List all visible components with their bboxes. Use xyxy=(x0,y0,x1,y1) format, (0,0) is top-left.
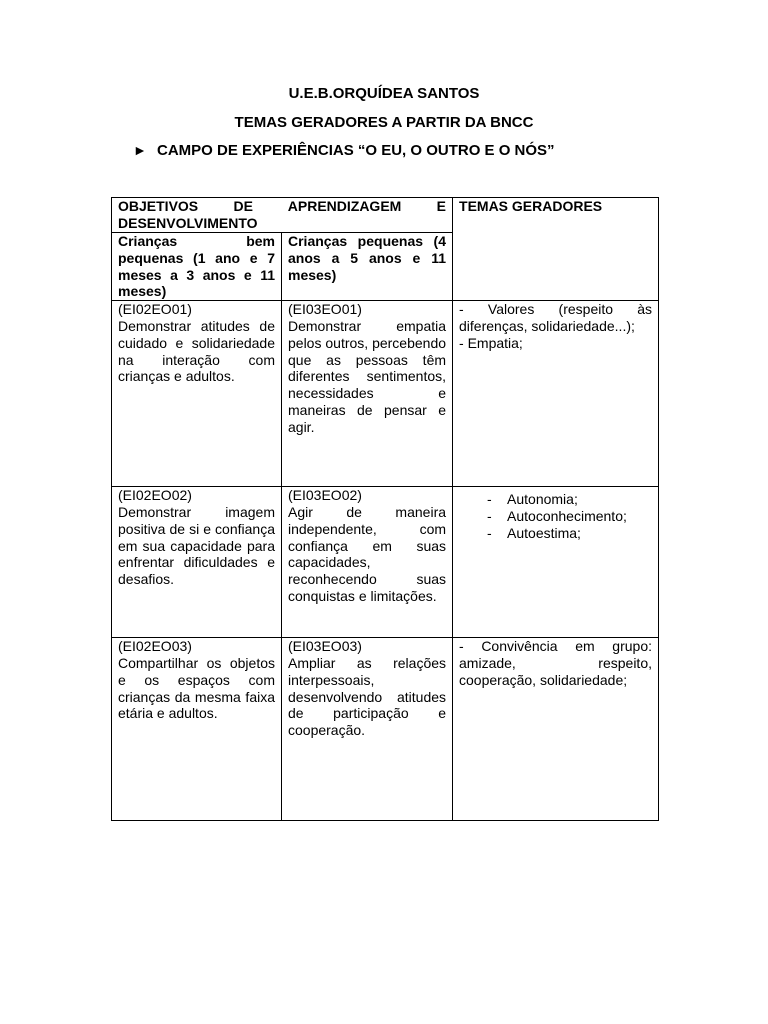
tema-item: - Valores (respeito às diferenças, solidariedade...); xyxy=(459,301,653,334)
campo-experiencias-label: CAMPO DE EXPERIÊNCIAS “O EU, O OUTRO E O NÓS” xyxy=(157,142,555,159)
objetivos-table xyxy=(111,197,659,821)
cell-bem-pequenas xyxy=(112,487,282,638)
arrow-bullet-icon: ► xyxy=(133,142,147,158)
temas-list xyxy=(459,491,652,541)
header-temas-geradores: TEMAS GERADORES xyxy=(453,198,659,301)
objective-text: Demonstrar imagem positiva de si e confiança em sua capacidade para enfrentar dificuldades e desafios. xyxy=(118,503,275,588)
subheader-bem-pequenas: Crianças bem pequenas (1 ano e 7 meses a 3 anos e 11 meses) xyxy=(112,233,282,301)
objective-text: Ampliar as relações interpessoais, desenvolvendo atitudes de participação e cooperação. xyxy=(288,654,447,739)
cell-bem-pequenas xyxy=(112,638,282,821)
header-objetivos: OBJETIVOS DE APRENDIZAGEM E DESENVOLVIMENTO xyxy=(112,198,453,233)
objective-text: Compartilhar os objetos e os espaços com crianças da mesma faixa etária e adultos. xyxy=(118,654,275,722)
table-row xyxy=(112,487,659,638)
cell-pequenas xyxy=(282,487,453,638)
table-row xyxy=(112,301,659,487)
cell-pequenas xyxy=(282,301,453,487)
objective-text: Demonstrar empatia pelos outros, percebendo que as pessoas têm diferentes sentimentos, necessidades e maneiras de pensar e agir. xyxy=(288,317,447,435)
subheader-pequenas: Crianças pequenas (4 anos a 5 anos e 11 meses) xyxy=(282,233,453,301)
objective-code: (EI02EO02) xyxy=(118,487,192,504)
objective-text: Demonstrar atitudes de cuidado e solidariedade na interação com crianças e adultos. xyxy=(118,317,275,385)
tema-item: - Autoestima; xyxy=(487,525,652,542)
objective-code: (EI03EO03) xyxy=(288,638,362,655)
objective-code: (EI02EO03) xyxy=(118,638,192,655)
table-row xyxy=(112,638,659,821)
campo-experiencias-heading xyxy=(133,141,555,160)
objective-text: Agir de maneira independente, com confiança em suas capacidades, reconhecendo suas conquistas e limitações. xyxy=(288,503,447,604)
school-name: U.E.B.ORQUÍDEA SANTOS xyxy=(288,85,480,102)
document-subtitle: TEMAS GERADORES A PARTIR DA BNCC xyxy=(234,114,534,131)
tema-item: - Autoconhecimento; xyxy=(487,508,652,525)
cell-temas xyxy=(453,301,659,487)
tema-item: - Convivência em grupo: amizade, respeito, cooperação, solidariedade; xyxy=(459,638,653,688)
objective-code: (EI03EO02) xyxy=(288,487,362,504)
cell-temas xyxy=(453,638,659,821)
cell-bem-pequenas xyxy=(112,301,282,487)
cell-temas xyxy=(453,487,659,638)
tema-item: - Autonomia; xyxy=(487,491,652,508)
objective-code: (EI03EO01) xyxy=(288,301,362,318)
cell-pequenas xyxy=(282,638,453,821)
tema-item: - Empatia; xyxy=(459,334,523,351)
objective-code: (EI02EO01) xyxy=(118,301,192,318)
